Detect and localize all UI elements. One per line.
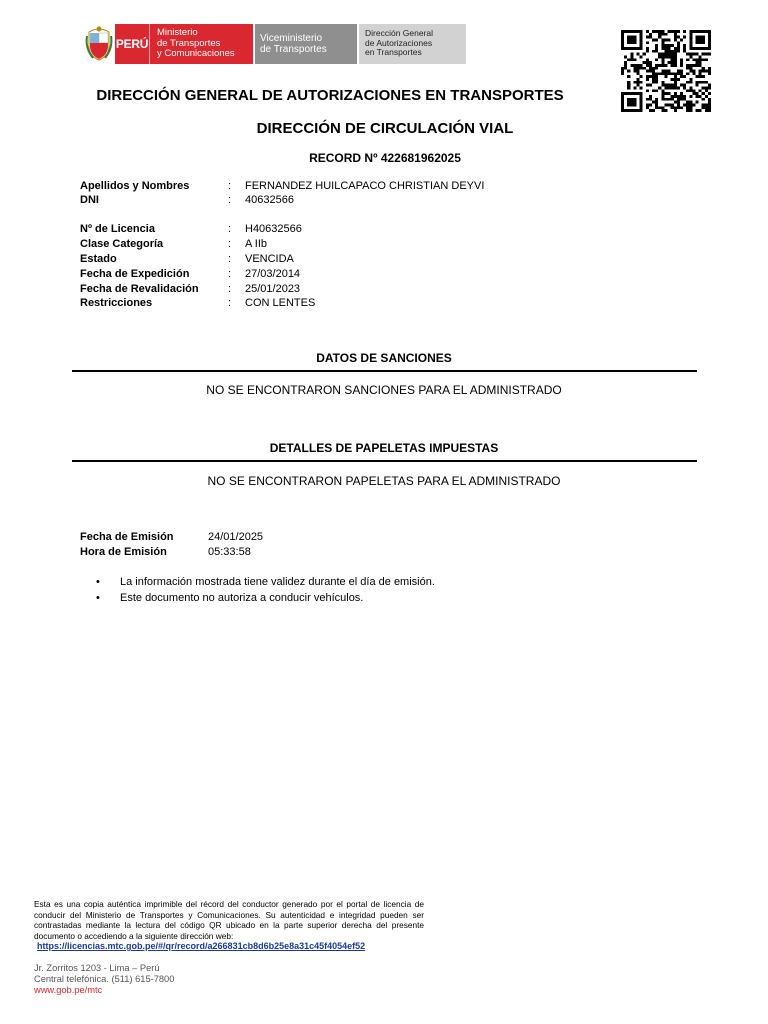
info-label: Estado [80, 253, 117, 265]
directorate-line: Dirección General [365, 28, 434, 38]
coat-of-arms-icon [83, 24, 115, 64]
viceministry-block [255, 24, 357, 64]
ministry-block [149, 24, 253, 64]
info-value: FERNANDEZ HUILCAPACO CHRISTIAN DEYVI [245, 180, 485, 192]
info-label: Fecha de Revalidación [80, 283, 199, 295]
ministry-line: Ministerio [157, 27, 198, 38]
header-banner [83, 24, 466, 64]
footer-address-block [34, 963, 174, 985]
sanctions-divider [72, 370, 697, 372]
note-text: Este documento no autoriza a conducir vehículos. [120, 592, 364, 604]
list-item [96, 590, 435, 606]
emission-label: Fecha de Emisión [80, 531, 174, 543]
ministry-line: de Transportes [157, 37, 221, 49]
tickets-divider [72, 460, 697, 462]
info-label: Restricciones [80, 297, 153, 309]
info-separator: : [228, 297, 232, 309]
directorate-line: en Transportes [365, 47, 422, 57]
info-label: Nº de Licencia [80, 223, 155, 235]
footer-website[interactable]: www.gob.pe/mtc [34, 985, 103, 995]
footer-disclaimer: Esta es una copia auténtica imprimible del récord del conductor generado por el portal de licencia de conducir del Ministerio de Transportes y Comunicaciones. Su autenticidad e integridad pueden ser contrastadas mediante la lectura del código QR ubicado en la parte superior derecha del presente documento o accediendo a la siguiente dirección web: [34, 899, 424, 941]
info-label: DNI [80, 194, 99, 206]
footer-address: Jr. Zorritos 1203 - Lima – Perú [34, 963, 160, 973]
emission-value: 24/01/2025 [208, 531, 264, 543]
notes-list [96, 574, 435, 606]
info-value: 27/03/2014 [245, 268, 301, 280]
info-value: VENCIDA [245, 253, 294, 265]
page-subtitle: DIRECCIÓN DE CIRCULACIÓN VIAL [256, 120, 514, 137]
info-separator: : [228, 238, 232, 250]
sanctions-title: DATOS DE SANCIONES [316, 351, 452, 365]
directorate-block [359, 24, 466, 64]
vice-line: de Transportes [260, 44, 327, 55]
bullet-icon: • [96, 592, 100, 604]
sanctions-text: NO SE ENCONTRARON SANCIONES PARA EL ADMINISTRADO [206, 383, 562, 397]
ministry-line: y Comunicaciones [157, 48, 235, 59]
info-label: Apellidos y Nombres [80, 180, 190, 192]
note-text: La información mostrada tiene validez durante el día de emisión. [120, 576, 435, 588]
info-value: 40632566 [245, 194, 294, 206]
info-value: H40632566 [245, 223, 302, 235]
emission-label: Hora de Emisión [80, 546, 167, 558]
info-separator: : [228, 283, 232, 295]
info-label: Clase Categoría [80, 238, 164, 250]
info-separator: : [228, 253, 232, 265]
bullet-icon: • [96, 576, 100, 588]
tickets-text: NO SE ENCONTRARON PAPELETAS PARA EL ADMINISTRADO [207, 474, 561, 488]
info-value: 25/01/2023 [245, 283, 301, 295]
peru-label: PERÚ [115, 24, 149, 64]
directorate-line: de Autorizaciones [365, 37, 433, 48]
page-title: DIRECCIÓN GENERAL DE AUTORIZACIONES EN TRANSPORTES [96, 87, 564, 104]
vice-line: Viceministerio [260, 33, 323, 44]
info-value: A IIb [245, 238, 268, 250]
info-label: Fecha de Expedición [80, 268, 190, 280]
info-separator: : [228, 268, 232, 280]
info-value: CON LENTES [245, 297, 316, 309]
info-separator: : [228, 194, 232, 206]
emission-value: 05:33:58 [208, 546, 251, 558]
record-number: RECORD Nº 422681962025 [309, 151, 461, 165]
list-item [96, 574, 435, 590]
footer-phone: Central telefónica. (511) 615-7800 [34, 974, 175, 984]
info-separator: : [228, 180, 232, 192]
verification-link[interactable]: https://licencias.mtc.gob.pe/#/qr/record/a266831cb8d6b25e8a31c45f4054ef52 [37, 941, 366, 951]
tickets-title: DETALLES DE PAPELETAS IMPUESTAS [269, 441, 499, 455]
info-separator: : [228, 223, 232, 235]
